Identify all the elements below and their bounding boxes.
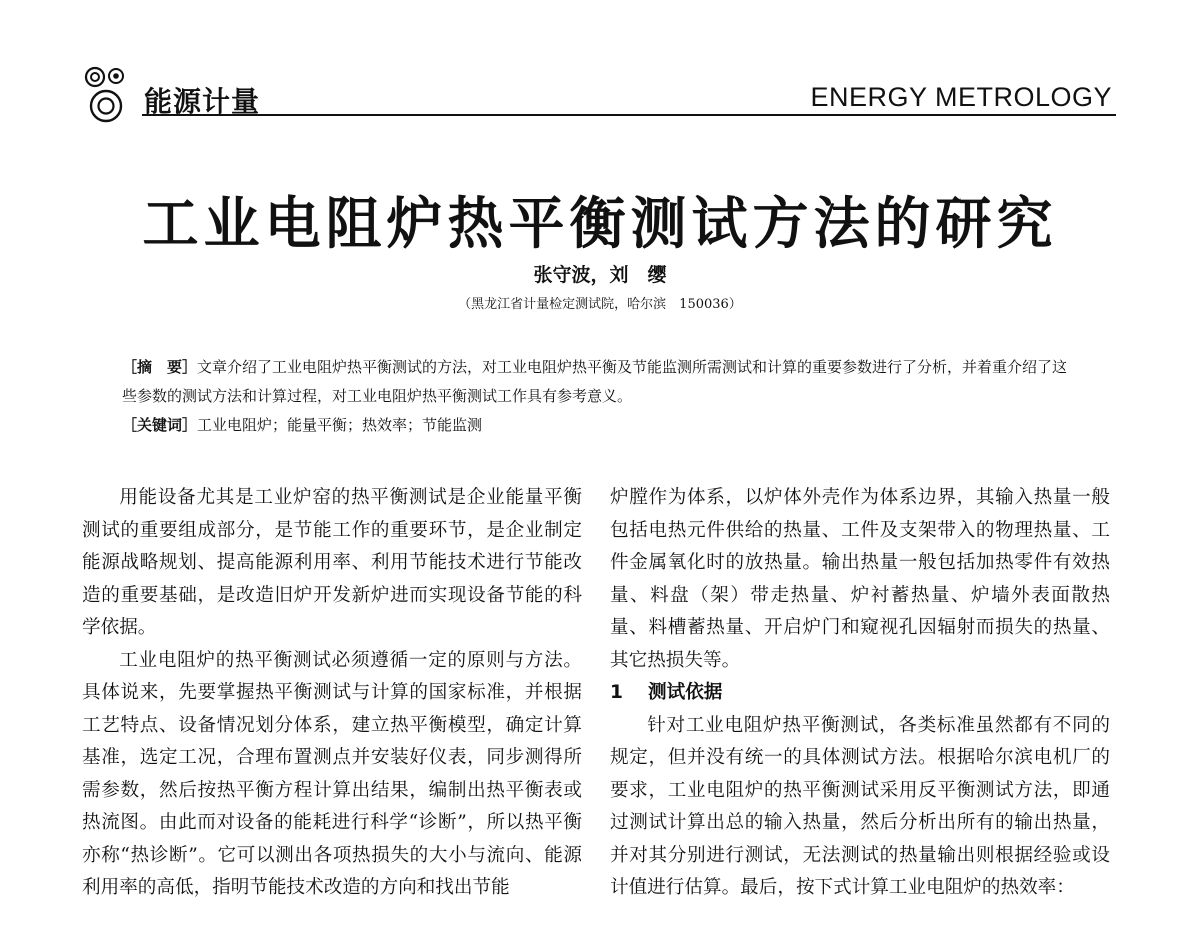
abstract [122,353,1082,411]
abstract-label: ［摘 要］ [122,358,198,376]
section-heading [610,677,1110,710]
journal-logo-icon [80,64,140,124]
body-column-right [610,482,1110,905]
article-affiliation: （黑龙江省计量检定测试院，哈尔滨 150036） [458,297,742,312]
body-paragraph: 针对工业电阻炉热平衡测试，各类标准虽然都有不同的规定，但并没有统一的具体测试方法。根据哈尔滨电机厂的要求，工业电阻炉的热平衡测试采用反平衡测试方法，即通过测试计算出总的输入热量，然后分析出所有的输出热量，并对其分别进行测试，无法测试的热量输出则根据经验或设计值进行估算。最后，按下式计算工业电阻炉的热效率： [610,714,1110,898]
body-paragraph: 用能设备尤其是工业炉窑的热平衡测试是企业能量平衡测试的重要组成部分，是节能工作的重要环节，是企业制定能源战略规划、提高能源利用率、利用节能技术进行节能改造的重要基础，是改造旧炉开发新炉进而实现设备节能的科学依据。 [82,487,582,638]
article-authors: 张守波，刘 缨 [533,264,667,286]
article-title: 工业电阻炉热平衡测试方法的研究 [142,191,1058,257]
section-title: 测试依据 [648,682,723,703]
abstract-text: 文章介绍了工业电阻炉热平衡测试的方法，对工业电阻炉热平衡及节能监测所需测试和计算的重要参数进行了分析，并着重介绍了这些参数的测试方法和计算过程，对工业电阻炉热平衡测试工作具有参考意义。 [122,358,1068,405]
header-rule [142,114,1116,116]
abstract-block [122,353,1082,440]
keywords-text: 工业电阻炉；能量平衡；热效率；节能监测 [197,416,483,434]
body-paragraph: 炉膛作为体系，以炉体外壳作为体系边界，其输入热量一般包括电热元件供给的热量、工件及支架带入的物理热量、工件金属氧化时的放热量。输出热量一般包括加热零件有效热量、料盘（架）带走热量、炉衬蓄热量、炉墙外表面散热量、料槽蓄热量、开启炉门和窥视孔因辐射而损失的热量、其它热损失等。 [610,487,1110,671]
running-header [70,62,1116,124]
body-paragraph: 工业电阻炉的热平衡测试必须遵循一定的原则与方法。具体说来，先要掌握热平衡测试与计算的国家标准，并根据工艺特点、设备情况划分体系，建立热平衡模型，确定计算基准，选定工况，合理布置测点并安装好仪表，同步测得所需参数，然后按热平衡方程计算出结果，编制出热平衡表或热流图。由此而对设备的能耗进行科学“诊断”，所以热平衡亦称“热诊断”。它可以测出各项热损失的大小与流向、能源利用率的高低，指明节能技术改造的方向和找出节能 [82,649,582,898]
section-name-en: ENERGY METROLOGY [810,82,1112,112]
body-column-left [82,482,582,905]
keywords [122,411,1082,440]
keywords-label: ［关键词］ [122,416,198,434]
section-name-cn: 能源计量 [144,85,261,118]
section-number: 1 [610,682,623,703]
